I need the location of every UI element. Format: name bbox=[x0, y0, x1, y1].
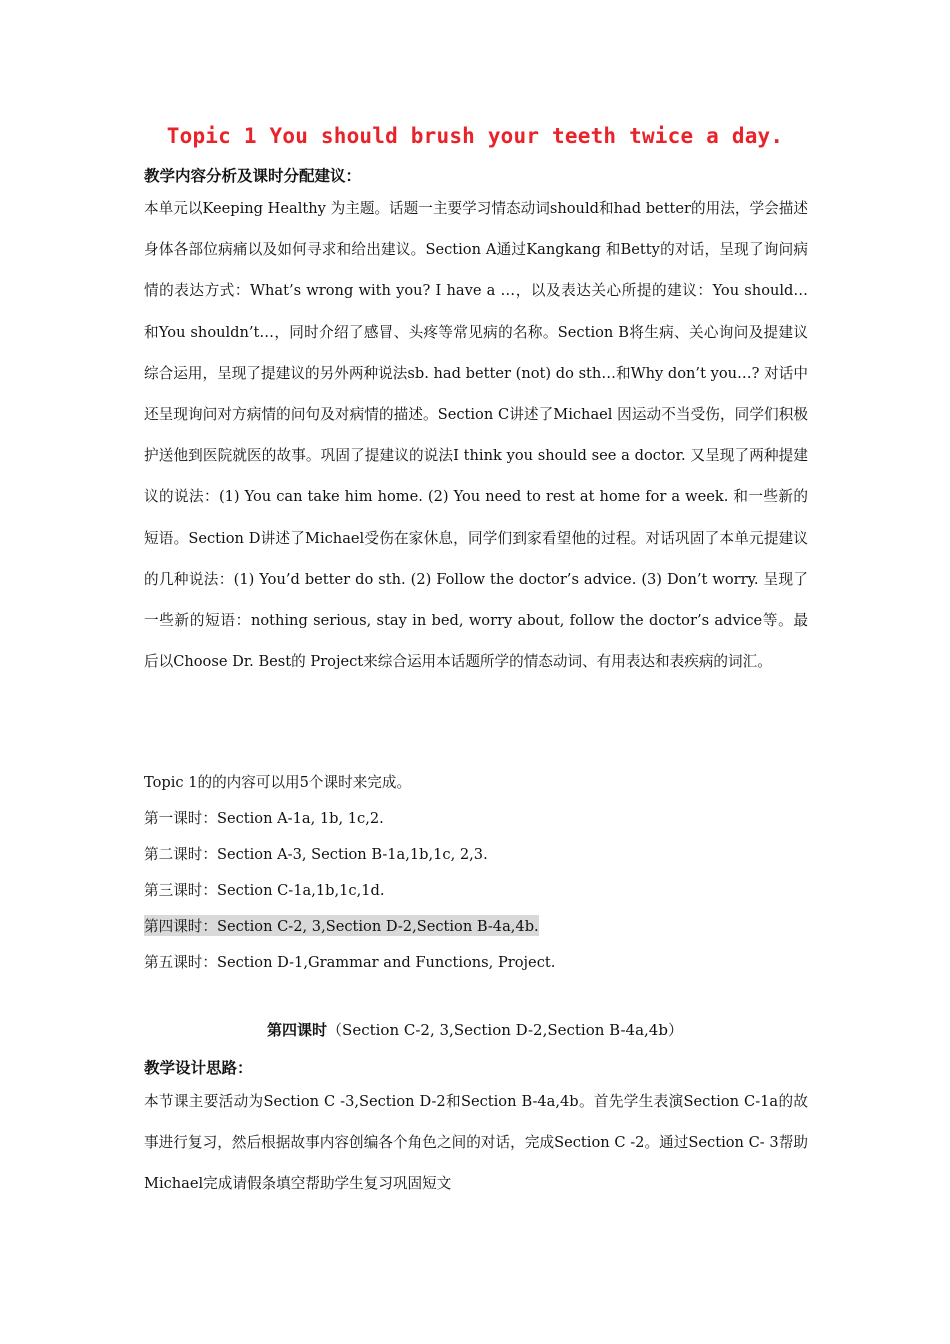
lesson-line-2: 第二课时：Section A-3, Section B-1a,1b,1c, 2,3. bbox=[144, 846, 488, 863]
lesson-line-1: 第一课时：Section A-1a, 1b, 1c,2. bbox=[144, 810, 384, 827]
lesson-line-4-highlighted: 第四课时：Section C-2, 3,Section D-2,Section B-4a,4b. bbox=[144, 915, 539, 936]
lesson-four-label: 第四课时 bbox=[267, 1021, 328, 1039]
design-paragraph: 本节课主要活动为Section C -3,Section D-2和Section B-4a,4b。首先学生表演Section C-1a的故事进行复习，然后根据故事内容创编各个角色之间的对话，完成Section C -2。通过Section C- 3帮助Michael完成请假条填空帮助学生复习巩固短文 bbox=[144, 1093, 808, 1193]
section-heading-analysis: 教学内容分析及课时分配建议： bbox=[144, 167, 362, 185]
analysis-paragraph: 本单元以Keeping Healthy 为主题。话题一主要学习情态动词should和had better的用法，学会描述身体各部位病痛以及如何寻求和给出建议。Section A通过Kangkang 和Betty的对话，呈现了询问病情的表达方式：What’s wrong with you? I have a …，以及表达关心所提的建议：You should… 和You shouldn’t…，同时介绍了感冒、头疼等常见病的名称。Section B将生病、关心询问及提建议综合运用，呈现了提建议的另外两种说法sb. had better (not) do sth…和Why don’t you…? 对话中还呈现询问对方病情的问句及对病情的描述。Section C讲述了Michael 因运动不当受伤，同学们积极护送他到医院就医的故事。巩固了提建议的说法I think you should see a doctor. 又呈现了两种提建议的说法：(1) You can take him home. (2) You need to rest at home for a week. 和一些新的短语。Section D讲述了Michael受伤在家休息，同学们到家看望他的过程。对话巩固了本单元提建议的几种说法：(1) You’d better do sth. (2) Follow the doctor’s advice. (3) Don’t worry. 呈现了一些新的短语：nothing serious, stay in bed, worry about, follow the doctor’s advice等。最后以Choose Dr. Best的 Project来综合运用本话题所学的情态动词、有用表达和表疾病的词汇。 bbox=[144, 200, 808, 671]
lesson-four-sections: （Section C-2, 3,Section D-2,Section B-4a,4b） bbox=[327, 1021, 683, 1039]
lesson-line-3: 第三课时：Section C-1a,1b,1c,1d. bbox=[144, 882, 385, 899]
lesson-line-5: 第五课时：Section D-1,Grammar and Functions, Project. bbox=[144, 954, 556, 971]
lesson-count-line: Topic 1的的内容可以用5个课时来完成。 bbox=[144, 774, 412, 791]
lesson-four-heading bbox=[0, 1019, 950, 1040]
section-heading-design: 教学设计思路： bbox=[144, 1059, 253, 1077]
page-title: Topic 1 You should brush your teeth twice a day. bbox=[166, 124, 784, 148]
